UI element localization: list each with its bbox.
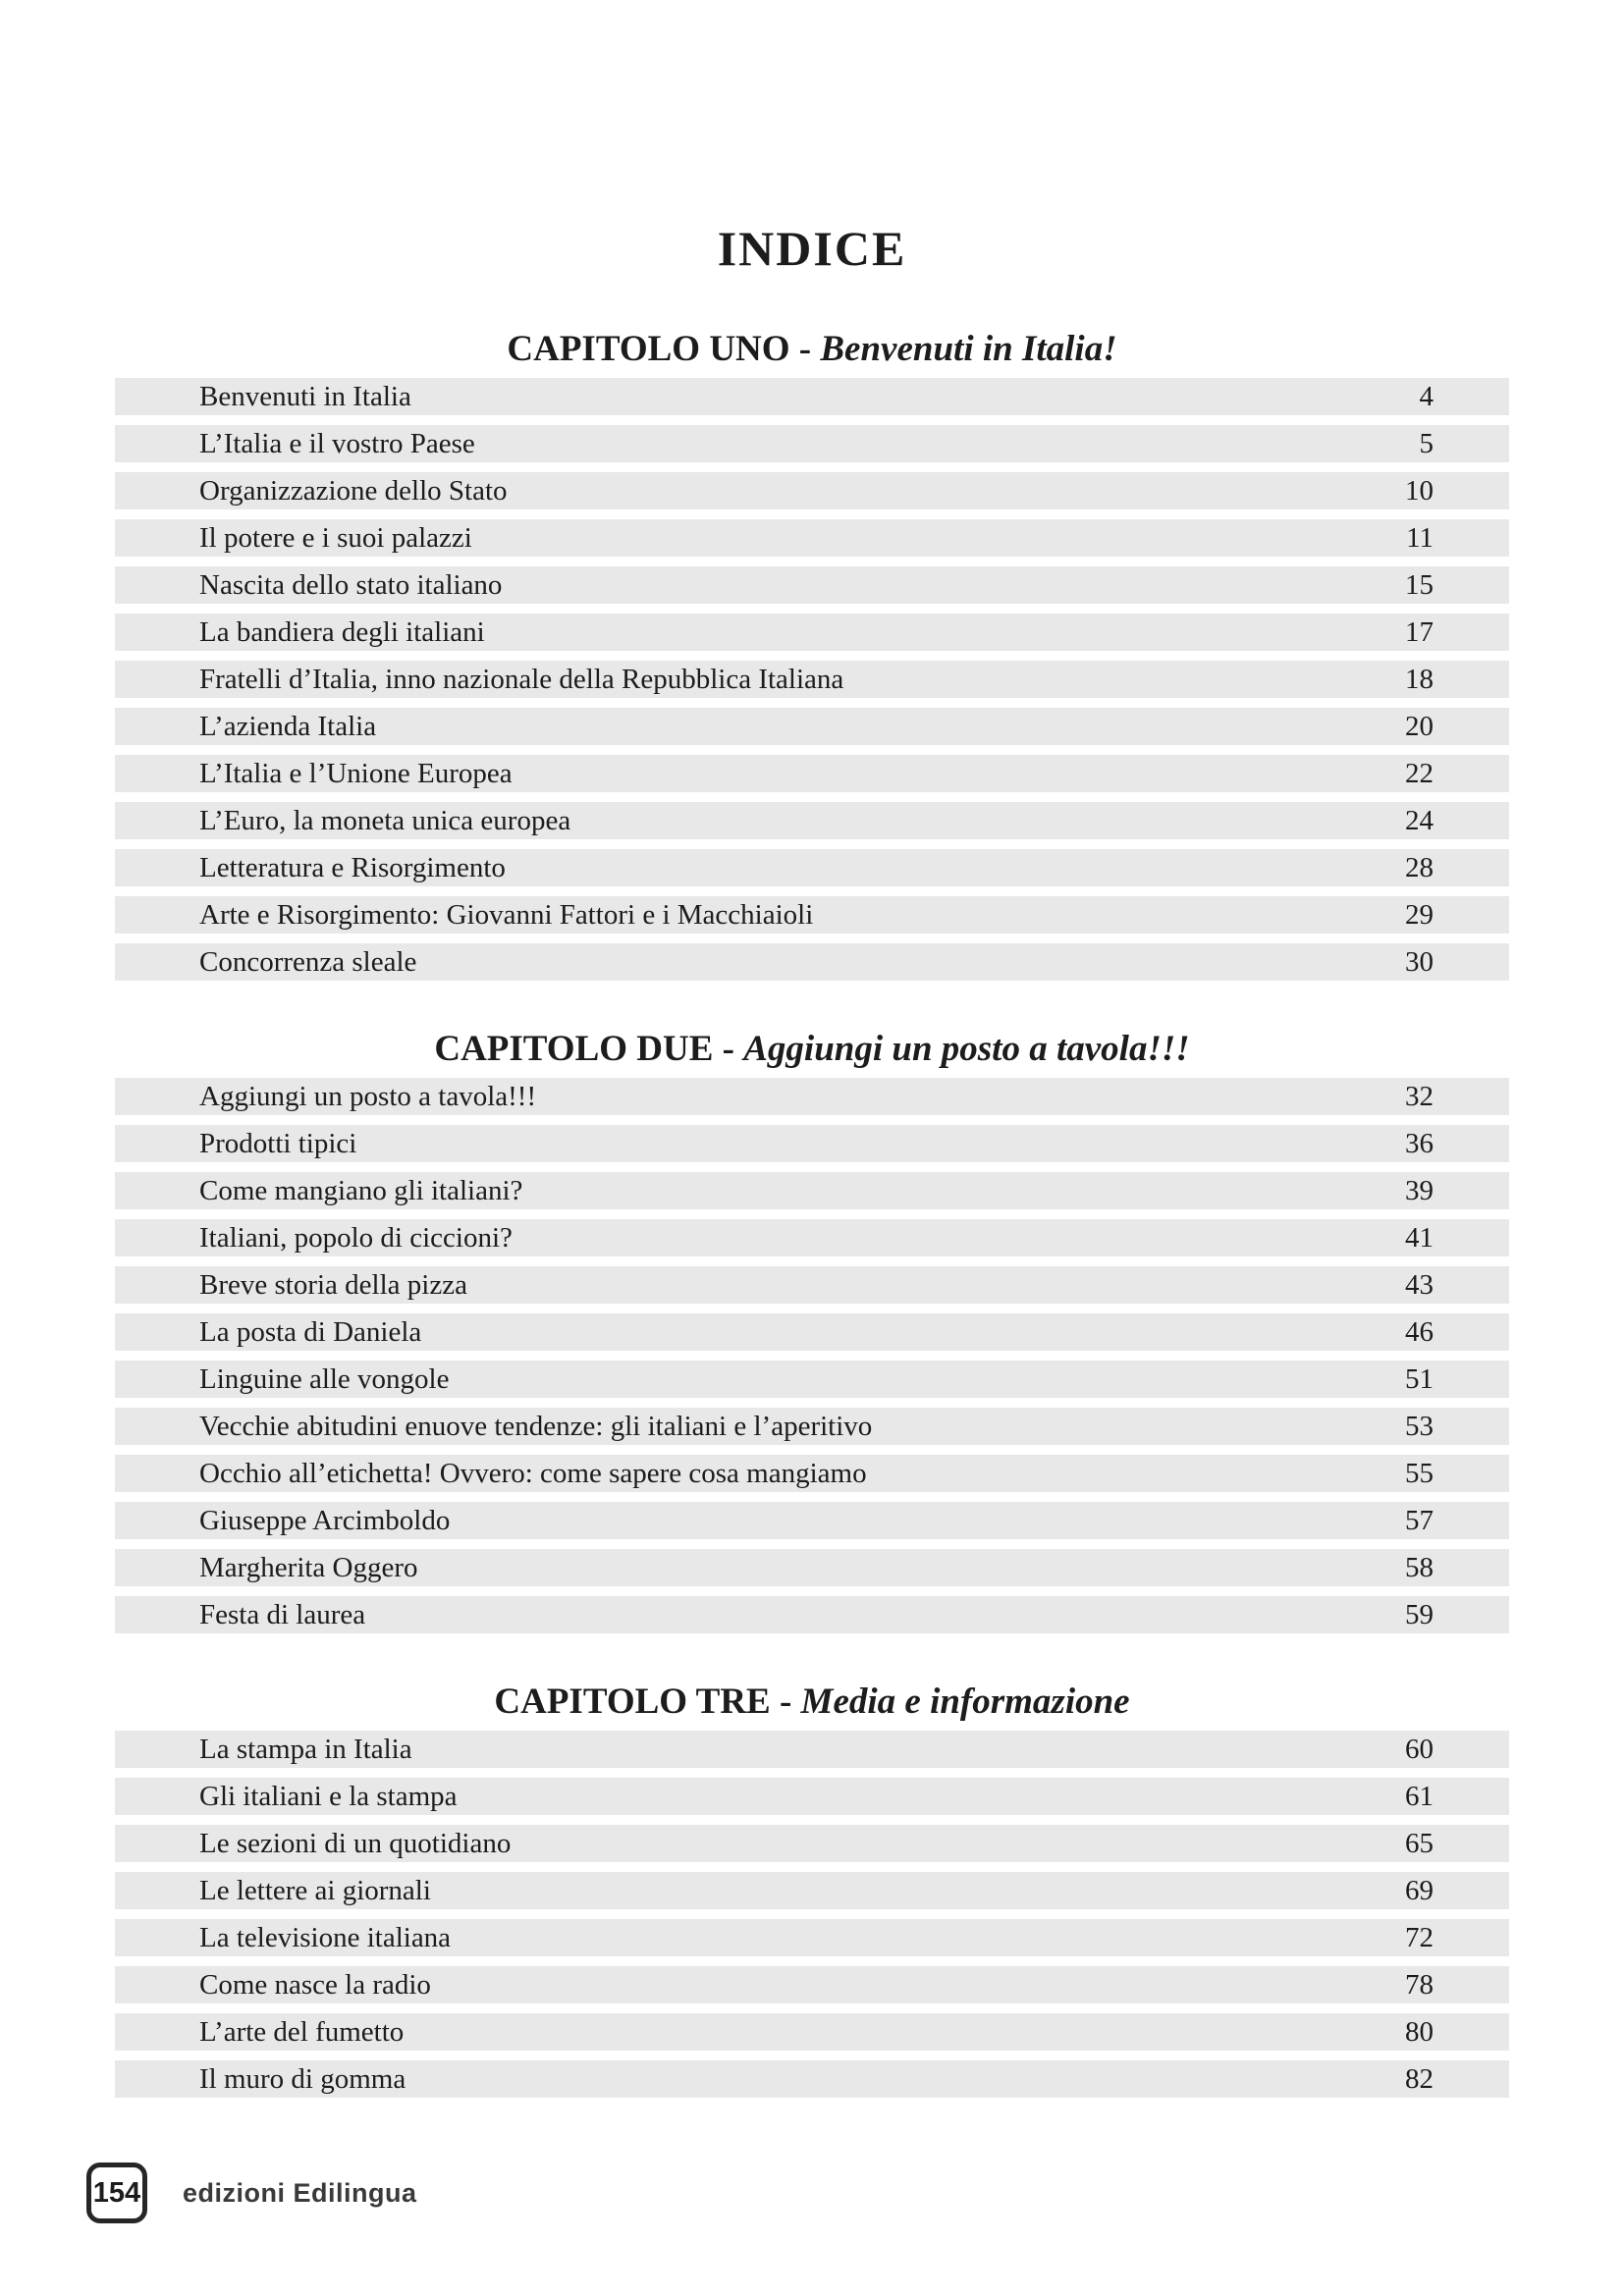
toc-entry-page: 57	[1405, 1505, 1434, 1536]
toc-row	[115, 1966, 1509, 2003]
chapter-subtitle: Benvenuti in Italia!	[820, 329, 1117, 369]
toc-entry-page: 80	[1405, 2016, 1434, 2048]
toc-row	[115, 802, 1509, 839]
toc-entry-title: Nascita dello stato italiano	[199, 569, 503, 601]
toc-entry-page: 58	[1405, 1552, 1434, 1583]
toc-entry-page: 5	[1419, 428, 1434, 459]
toc-entry-title: Gli italiani e la stampa	[199, 1781, 458, 1812]
toc-entry-title: L’Euro, la moneta unica europea	[199, 805, 571, 836]
toc-entry-page: 30	[1405, 946, 1434, 978]
toc-entry-title: Organizzazione dello Stato	[199, 475, 508, 507]
toc-row	[115, 1502, 1509, 1539]
toc-entry-page: 72	[1405, 1922, 1434, 1953]
chapter-name: CAPITOLO UNO -	[507, 329, 821, 369]
toc-entry-title: La televisione italiana	[199, 1922, 452, 1953]
toc-entry-page: 82	[1405, 2063, 1434, 2095]
toc-row	[115, 1078, 1509, 1115]
toc-row	[115, 755, 1509, 792]
toc-entry-page: 11	[1406, 522, 1434, 554]
toc-row	[115, 614, 1509, 651]
publisher-label: edizioni Edilingua	[183, 2177, 417, 2208]
toc-row	[115, 2060, 1509, 2098]
chapter-section	[115, 1030, 1509, 1633]
toc-entry-page: 61	[1405, 1781, 1434, 1812]
toc-entry-page: 41	[1405, 1222, 1434, 1254]
toc-entry-title: Prodotti tipici	[199, 1128, 357, 1159]
toc-row	[115, 896, 1509, 934]
toc-entry-title: Linguine alle vongole	[199, 1363, 450, 1395]
page-footer	[86, 2163, 417, 2223]
toc-entry-title: Occhio all’etichetta! Ovvero: come sapere cosa mangiamo	[199, 1458, 867, 1489]
toc-row	[115, 1919, 1509, 1956]
toc-row	[115, 1825, 1509, 1862]
toc-row	[115, 1731, 1509, 1768]
toc-entry-title: Benvenuti in Italia	[199, 381, 411, 412]
chapter-subtitle: Aggiungi un posto a tavola!!!	[743, 1029, 1190, 1069]
toc-entry-page: 65	[1405, 1828, 1434, 1859]
toc-row	[115, 943, 1509, 981]
toc-entry-title: L’arte del fumetto	[199, 2016, 405, 2048]
toc-entry-title: La bandiera degli italiani	[199, 616, 485, 648]
toc-entry-page: 20	[1405, 711, 1434, 742]
chapter-name: CAPITOLO DUE -	[434, 1029, 744, 1069]
toc-entry-title: L’Italia e l’Unione Europea	[199, 758, 513, 789]
toc-entry-page: 32	[1405, 1081, 1434, 1112]
toc-entry-page: 46	[1405, 1316, 1434, 1348]
toc-row	[115, 1778, 1509, 1815]
toc-entry-title: La stampa in Italia	[199, 1734, 412, 1765]
toc-entry-title: Arte e Risorgimento: Giovanni Fattori e i Macchiaioli	[199, 899, 814, 931]
toc-entry-title: L’Italia e il vostro Paese	[199, 428, 475, 459]
toc-row	[115, 849, 1509, 886]
toc-row	[115, 1549, 1509, 1586]
toc-entry-title: Italiani, popolo di ciccioni?	[199, 1222, 513, 1254]
toc-row	[115, 661, 1509, 698]
toc-entry-page: 39	[1405, 1175, 1434, 1206]
toc-row	[115, 1872, 1509, 1909]
toc-entry-title: Le lettere ai giornali	[199, 1875, 431, 1906]
toc-entry-page: 15	[1405, 569, 1434, 601]
toc-entry-page: 4	[1419, 381, 1434, 412]
page-number-box	[86, 2163, 147, 2223]
toc-entry-title: Letteratura e Risorgimento	[199, 852, 506, 883]
toc-row	[115, 472, 1509, 509]
page-title: INDICE	[717, 221, 907, 276]
toc-entry-title: Breve storia della pizza	[199, 1269, 467, 1301]
chapter-heading	[115, 1030, 1509, 1069]
toc-entry-page: 53	[1405, 1411, 1434, 1442]
toc-entry-title: L’azienda Italia	[199, 711, 377, 742]
toc-row	[115, 1313, 1509, 1351]
chapter-section	[115, 330, 1509, 981]
toc-entry-page: 36	[1405, 1128, 1434, 1159]
chapter-subtitle: Media e informazione	[800, 1682, 1130, 1722]
toc-entry-page: 55	[1405, 1458, 1434, 1489]
toc-entry-page: 18	[1405, 664, 1434, 695]
toc-entry-title: Margherita Oggero	[199, 1552, 418, 1583]
toc-row	[115, 1408, 1509, 1445]
chapter-section	[115, 1682, 1509, 2098]
toc-entry-title: Il potere e i suoi palazzi	[199, 522, 472, 554]
chapter-name: CAPITOLO TRE -	[494, 1682, 801, 1722]
chapter-heading	[115, 330, 1509, 369]
toc-entry-page: 78	[1405, 1969, 1434, 2001]
toc-entry-page: 69	[1405, 1875, 1434, 1906]
toc-entry-title: Come mangiano gli italiani?	[199, 1175, 523, 1206]
toc-entry-title: Fratelli d’Italia, inno nazionale della Repubblica Italiana	[199, 664, 844, 695]
toc-entry-title: Giuseppe Arcimboldo	[199, 1505, 451, 1536]
toc-entry-title: Vecchie abitudini enuove tendenze: gli italiani e l’aperitivo	[199, 1411, 873, 1442]
toc-entry-page: 43	[1405, 1269, 1434, 1301]
toc-row	[115, 2013, 1509, 2051]
toc-row	[115, 1596, 1509, 1633]
toc-row	[115, 1266, 1509, 1304]
chapter-heading	[115, 1682, 1509, 1722]
toc-entry-title: Le sezioni di un quotidiano	[199, 1828, 512, 1859]
toc-entry-page: 59	[1405, 1599, 1434, 1630]
toc-row	[115, 1361, 1509, 1398]
chapter-list	[115, 330, 1509, 2098]
page-number: 154	[92, 2176, 141, 2209]
chapter-rows	[115, 1078, 1509, 1633]
toc-entry-title: Come nasce la radio	[199, 1969, 431, 2001]
toc-content	[115, 0, 1509, 2098]
toc-entry-title: Concorrenza sleale	[199, 946, 417, 978]
toc-row	[115, 566, 1509, 604]
toc-entry-title: Aggiungi un posto a tavola!!!	[199, 1081, 537, 1112]
toc-row	[115, 1219, 1509, 1256]
toc-entry-page: 24	[1405, 805, 1434, 836]
toc-entry-page: 10	[1405, 475, 1434, 507]
toc-entry-title: Il muro di gomma	[199, 2063, 406, 2095]
toc-row	[115, 1455, 1509, 1492]
toc-row	[115, 1125, 1509, 1162]
toc-row	[115, 708, 1509, 745]
toc-entry-page: 51	[1405, 1363, 1434, 1395]
toc-entry-page: 17	[1405, 616, 1434, 648]
chapter-rows	[115, 1731, 1509, 2098]
toc-entry-title: Festa di laurea	[199, 1599, 366, 1630]
toc-entry-title: La posta di Daniela	[199, 1316, 422, 1348]
toc-entry-page: 29	[1405, 899, 1434, 931]
toc-row	[115, 425, 1509, 462]
toc-row	[115, 519, 1509, 557]
toc-row	[115, 1172, 1509, 1209]
toc-entry-page: 28	[1405, 852, 1434, 883]
toc-entry-page: 22	[1405, 758, 1434, 789]
toc-entry-page: 60	[1405, 1734, 1434, 1765]
toc-row	[115, 378, 1509, 415]
chapter-rows	[115, 378, 1509, 981]
